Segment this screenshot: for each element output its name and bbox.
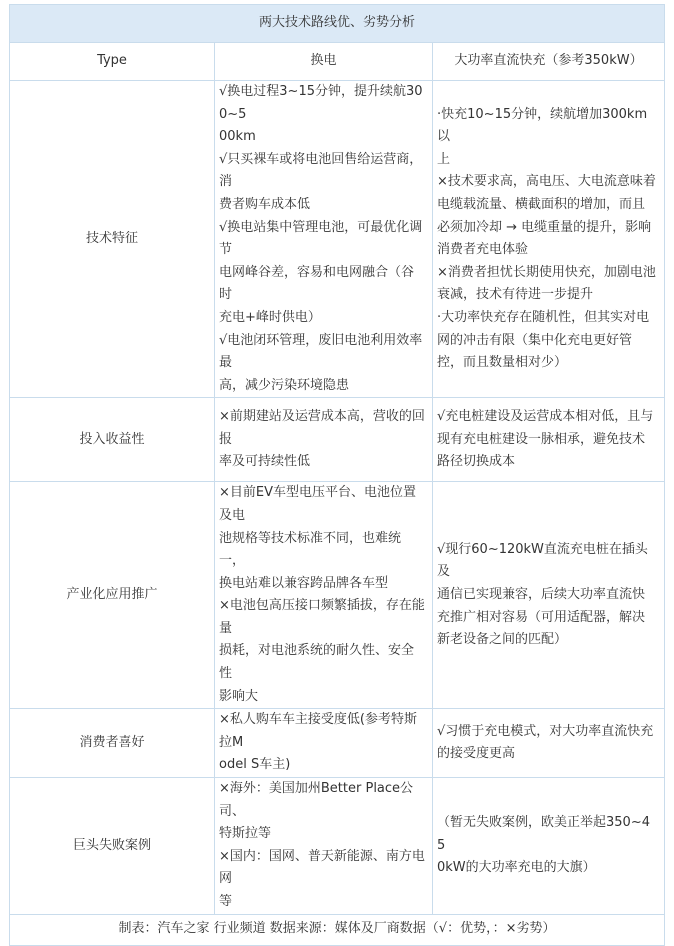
cell-line: 率及可持续性低 bbox=[219, 454, 311, 470]
table-row bbox=[10, 482, 665, 709]
cell-line: 充电+峰时供电） bbox=[219, 309, 321, 325]
cell-line: （暂无失败案例，欧美正举起350~45 bbox=[437, 814, 650, 853]
cell-line: 现有充电桩建设一脉相承，避免技术 bbox=[437, 431, 646, 447]
fast-charge-cell bbox=[433, 709, 665, 778]
cell-line: 电缆载流量、横截面积的增加，而且 bbox=[437, 196, 646, 212]
table-row bbox=[10, 778, 665, 915]
row-label: 巨头失败案例 bbox=[10, 778, 215, 915]
row-label: 技术特征 bbox=[10, 81, 215, 398]
cell-line: 上 bbox=[437, 151, 451, 167]
table-row bbox=[10, 81, 665, 398]
swap-cell bbox=[215, 398, 433, 482]
table-footer-caption: 制表：汽车之家 行业频道 数据来源：媒体及厂商数据（√：优势，：×劣势） bbox=[10, 914, 665, 945]
header-type: Type bbox=[10, 43, 215, 81]
fast-charge-cell bbox=[433, 482, 665, 709]
cell-line: √只买裸车或将电池回售给运营商，消 bbox=[219, 151, 423, 190]
header-fast-charge: 大功率直流快充（参考350kW） bbox=[433, 43, 665, 81]
table-row bbox=[10, 398, 665, 482]
cell-line: 新老设备之间的匹配） bbox=[437, 632, 568, 648]
cell-line: √充电桩建设及运营成本相对低，且与 bbox=[437, 408, 654, 424]
cell-line: √现行60~120kW直流充电桩在插头及 bbox=[437, 541, 648, 580]
fast-charge-cell bbox=[433, 81, 665, 398]
header-row bbox=[10, 43, 665, 81]
cell-line: ×国内：国网、普天新能源、南方电网 bbox=[219, 848, 425, 887]
cell-line: ×私人购车车主接受度低(参考特斯拉M bbox=[219, 712, 417, 750]
cell-line: 换电站难以兼容跨品牌各车型 bbox=[219, 575, 389, 591]
cell-line: ·大功率快充存在随机性，但其实对电 bbox=[437, 309, 650, 325]
cell-line: 网的冲击有限（集中化充电更好管 bbox=[437, 332, 633, 348]
cell-line: 消费者充电体验 bbox=[437, 242, 529, 258]
cell-line: 特斯拉等 bbox=[219, 826, 272, 842]
cell-line: 等 bbox=[219, 894, 233, 909]
cell-line: ×海外：美国加州Better Place公司、 bbox=[219, 781, 414, 819]
cell-line: ×电池包高压接口频繁插拔，存在能量 bbox=[219, 598, 425, 636]
row-label: 消费者喜好 bbox=[10, 709, 215, 778]
cell-line: 必须加冷却 → 电缆重量的提升，影响 bbox=[437, 219, 652, 235]
header-swap: 换电 bbox=[215, 43, 433, 81]
cell-line: ·快充10~15分钟，续航增加300km以 bbox=[437, 106, 648, 145]
cell-line: 0kW的大功率充电的大旗） bbox=[437, 860, 596, 876]
comparison-table bbox=[9, 4, 665, 946]
table-row bbox=[10, 709, 665, 778]
cell-line: 电网峰谷差，容易和电网融合（谷时 bbox=[219, 264, 415, 303]
row-label: 投入收益性 bbox=[10, 398, 215, 482]
cell-line: ×前期建站及运营成本高，营收的回报 bbox=[219, 408, 425, 447]
fast-charge-cell bbox=[433, 778, 665, 915]
swap-cell bbox=[215, 709, 433, 778]
swap-cell bbox=[215, 81, 433, 398]
cell-line: 路径切换成本 bbox=[437, 454, 516, 470]
cell-line: 损耗，对电池系统的耐久性、安全性 bbox=[219, 643, 415, 682]
cell-line: √电池闭环管理，废旧电池利用效率最 bbox=[219, 332, 423, 371]
cell-line: 的接受度更高 bbox=[437, 746, 516, 762]
cell-line: 00km bbox=[219, 129, 256, 145]
row-label: 产业化应用推广 bbox=[10, 482, 215, 709]
table-title: 两大技术路线优、劣势分析 bbox=[10, 5, 665, 43]
swap-cell bbox=[215, 778, 433, 915]
cell-line: ×消费者担忧长期使用快充，加剧电池 bbox=[437, 264, 656, 280]
cell-line: 衰减，技术有待进一步提升 bbox=[437, 287, 594, 303]
cell-line: 充推广相对容易（可用适配器，解决 bbox=[437, 609, 646, 625]
cell-line: 控，而且数量相对少） bbox=[437, 355, 568, 371]
cell-line: √换电过程3~15分钟，提升续航300~5 bbox=[219, 84, 423, 122]
cell-line: odel S车主) bbox=[219, 757, 291, 773]
cell-line: ×技术要求高，高电压、大电流意味着 bbox=[437, 174, 656, 190]
cell-line: 高，减少污染环境隐患 bbox=[219, 377, 350, 393]
fast-charge-cell bbox=[433, 398, 665, 482]
cell-line: √习惯于充电模式，对大功率直流快充 bbox=[437, 723, 654, 739]
cell-line: 费者购车成本低 bbox=[219, 196, 311, 212]
cell-line: 影响大 bbox=[219, 688, 259, 704]
cell-line: ×目前EV车型电压平台、电池位置及电 bbox=[219, 485, 416, 523]
swap-cell bbox=[215, 482, 433, 709]
cell-line: √换电站集中管理电池，可最优化调节 bbox=[219, 219, 423, 258]
cell-line: 通信已实现兼容，后续大功率直流快 bbox=[437, 586, 646, 602]
cell-line: 池规格等技术标准不同，也难统一， bbox=[219, 530, 402, 569]
